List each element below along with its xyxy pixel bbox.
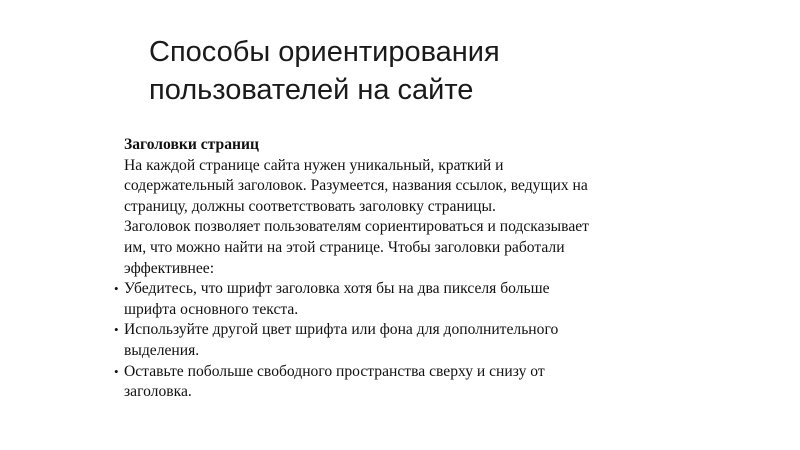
bullet-text: Оставьте побольше свободного пространства сверху и снизу от — [124, 362, 545, 380]
paragraph-line: На каждой странице сайта нужен уникальный, краткий и — [124, 156, 504, 174]
bullet-text: Убедитесь, что шрифт заголовка хотя бы на два пикселя больше — [124, 280, 550, 298]
bullet-text-continuation: выделения. — [124, 341, 200, 359]
bullet-text: Используйте другой цвет шрифта или фона для дополнительного — [124, 321, 559, 339]
bullet-item-2 — [114, 320, 684, 341]
bullet-text-continuation: заголовка. — [124, 383, 192, 401]
bullet-text-continuation: шрифта основного текста. — [124, 300, 299, 318]
paragraph-line: эффективнее: — [124, 259, 215, 277]
paragraph-line: им, что можно найти на этой странице. Чтобы заголовки работали — [124, 238, 565, 256]
paragraph-line: Заголовок позволяет пользователям сориентироваться и подсказывает — [124, 218, 589, 236]
bullet-icon: • — [114, 281, 119, 297]
bullet-item-3 — [114, 362, 684, 383]
bullet-item-1 — [114, 279, 684, 300]
paragraph-line: страницу, должны соответствовать заголовку страницы. — [124, 197, 496, 215]
slide-title-line-2: пользователей на сайте — [149, 74, 474, 106]
slide-title — [149, 33, 749, 109]
bullet-icon: • — [114, 322, 119, 338]
slide-title-line-1: Способы ориентирования — [149, 36, 500, 68]
paragraph-line: содержательный заголовок. Разумеется, названия ссылок, ведущих на — [124, 177, 588, 195]
section-heading: Заголовки страниц — [124, 136, 259, 153]
slide-body — [114, 135, 684, 403]
bullet-icon: • — [114, 363, 119, 379]
